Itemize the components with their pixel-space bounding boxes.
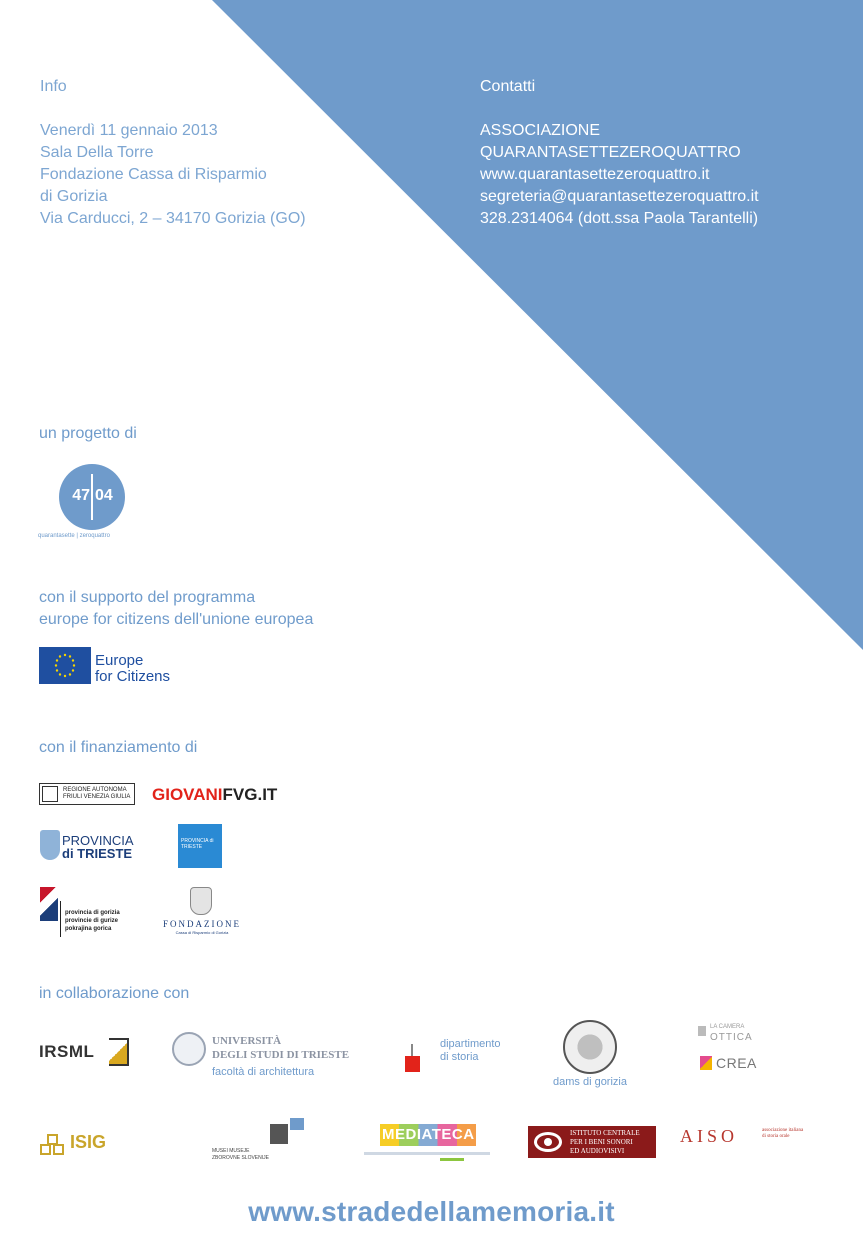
eu-flag-icon <box>39 647 91 684</box>
footer-website-link[interactable]: www.stradedellamemoria.it <box>248 1196 615 1227</box>
trieste-crest-icon <box>40 830 60 860</box>
info-line: Fondazione Cassa di Risparmio <box>40 166 267 183</box>
info-line: Via Carducci, 2 – 34170 Gorizia (GO) <box>40 210 306 227</box>
isig-cubes-icon <box>40 1134 66 1156</box>
info-line: Sala Della Torre <box>40 144 154 161</box>
regione-emblem-icon <box>42 786 58 802</box>
camera-ottica-crea-logo: LA CAMERA OTTICA CREA <box>698 1022 768 1078</box>
support-label-1: con il supporto del programma <box>39 589 256 606</box>
info-line: di Gorizia <box>40 188 108 205</box>
contacts-title: Contatti <box>480 78 536 95</box>
contacts-line: ASSOCIAZIONE <box>480 122 601 139</box>
dams-gorizia-logo: dams di gorizia <box>546 1020 636 1092</box>
provincia-gorizia-logo: provincia di gorizia provincie di gurize pokrajina gorica <box>40 887 140 937</box>
contacts-phone: 328.2314064 (dott.ssa Paola Tarantelli) <box>480 210 759 227</box>
gorizia-crest-icon <box>40 887 58 921</box>
crea-icon <box>700 1056 712 1070</box>
regione-fvg-logo: REGIONE AUTONOMA FRIULI VENEZIA GIULIA <box>39 783 135 805</box>
dipartimento-storia-logo: dipartimento di storia <box>390 1026 530 1076</box>
universita-trieste-logo: UNIVERSITÀ DEGLI STUDI DI TRIESTE facoltà di architettura <box>172 1032 352 1080</box>
fondazione-carigo-logo: FONDAZIONE Cassa di Risparmio di Gorizia <box>156 887 248 937</box>
irsml-logo: IRSML <box>39 1036 131 1072</box>
fondazione-crest-icon <box>190 887 212 915</box>
contacts-block <box>480 76 759 230</box>
mediateca-logo: MEDIATECA <box>364 1118 490 1162</box>
contacts-website-link[interactable]: www.quarantasettezeroquattro.it <box>480 166 710 183</box>
provincia-trieste-box-logo: PROVINCIA di TRIESTE <box>178 824 222 868</box>
info-block <box>40 76 306 230</box>
universita-seal-icon <box>172 1032 206 1066</box>
camera-ottica-icon <box>698 1026 706 1036</box>
musei-mark-icon <box>270 1118 306 1144</box>
europe-for-citizens-logo: Europe for Citizens <box>39 647 189 687</box>
logo-4704: 47 04 quarantasette | zeroquattro <box>38 462 154 544</box>
support-label-2: europe for citizens dell'unione europea <box>39 611 314 628</box>
dams-seal-icon <box>563 1020 617 1074</box>
info-line: Venerdì 11 gennaio 2013 <box>40 122 218 139</box>
provincia-trieste-logo: PROVINCIA di TRIESTE <box>40 828 140 862</box>
giovanifvg-logo: GIOVANIFVG.IT <box>152 785 278 804</box>
info-title: Info <box>40 78 67 95</box>
contacts-email-link[interactable]: segreteria@quarantasettezeroquattro.it <box>480 188 759 205</box>
contacts-line: QUARANTASETTEZEROQUATTRO <box>480 144 741 161</box>
funding-label: con il finanziamento di <box>39 739 198 756</box>
isig-logo: ISIG <box>40 1130 132 1158</box>
musei-logo: MUSEI MUSEJE ZBOROVNE SLOVENIJE <box>210 1118 310 1164</box>
dipartimento-mark-icon <box>405 1044 420 1072</box>
collab-label: in collaborazione con <box>39 985 190 1002</box>
aiso-logo: AISO associazione italiana di storia orale <box>680 1126 804 1146</box>
project-label: un progetto di <box>39 425 137 442</box>
icbsa-logo: ISTITUTO CENTRALE PER I BENI SONORI ED AUDIOVISIVI <box>528 1126 656 1158</box>
irsml-mark-icon <box>109 1038 129 1066</box>
